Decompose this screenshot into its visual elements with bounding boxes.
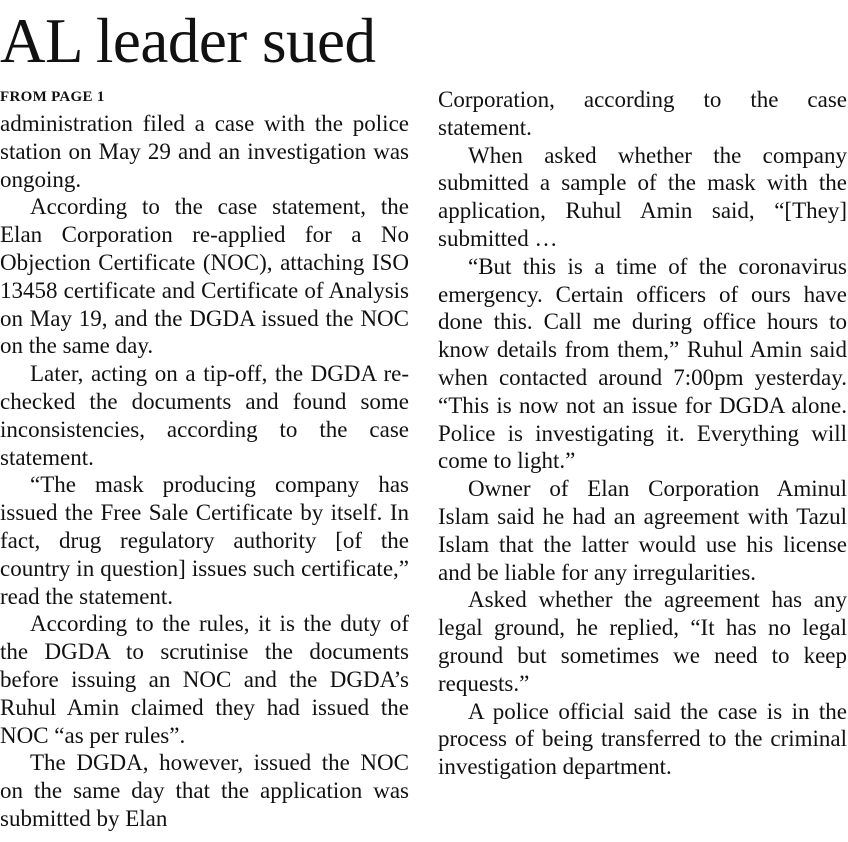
paragraph: The DGDA, however, issued the NOC on the same day that the application was submitted by Elan <box>0 750 409 831</box>
paragraph: According to the case statement, the Elan Corporation re-applied for a No Objection Certificate (NOC), attaching ISO 13458 certificate and Certificate of Analysis on May 19, and the DGDA issued the NOC on the same day. <box>0 194 409 359</box>
paragraph: A police official said the case is in the process of being transferred to the criminal investigation department. <box>438 698 847 780</box>
paragraph: Later, acting on a tip-off, the DGDA re-checked the documents and found some inconsistencies, according to the case statement. <box>0 361 409 470</box>
paragraph: According to the rules, it is the duty of the DGDA to scrutinise the documents before issuing an NOC and the DGDA’s Ruhul Amin claimed they had issued the NOC “as per rules”. <box>0 611 409 748</box>
jump-label: FROM PAGE 1 <box>0 89 105 105</box>
paragraph: administration filed a case with the police station on May 29 and an investigation was ongoing. <box>0 111 409 192</box>
article-column-left <box>0 84 409 833</box>
article-column-right <box>438 86 847 781</box>
paragraph: Corporation, according to the case statement. <box>438 87 847 140</box>
paragraph: Owner of Elan Corporation Aminul Islam said he had an agreement with Tazul Islam that the latter would use his license and be liable for any irregularities. <box>438 476 847 585</box>
paragraph: “The mask producing company has issued the Free Sale Certificate by itself. In fact, drug regulatory authority [of the country in question] issues such certificate,” read the statement. <box>0 472 409 609</box>
paragraph: “But this is a time of the coronavirus emergency. Certain officers of ours have done this. Call me during office hours to know details from them,” Ruhul Amin said when contacted around 7:00pm yesterday. “This is now not an issue for DGDA alone. Police is investigating it. Everything will come to light.” <box>438 253 847 474</box>
paragraph: When asked whether the company submitted a sample of the mask with the application, Ruhul Amin said, “[They] submitted … <box>438 142 847 251</box>
paragraph: Asked whether the agreement has any legal ground, he replied, “It has no legal ground but sometimes we need to keep requests.” <box>438 587 847 696</box>
headline: AL leader sued <box>0 6 376 76</box>
